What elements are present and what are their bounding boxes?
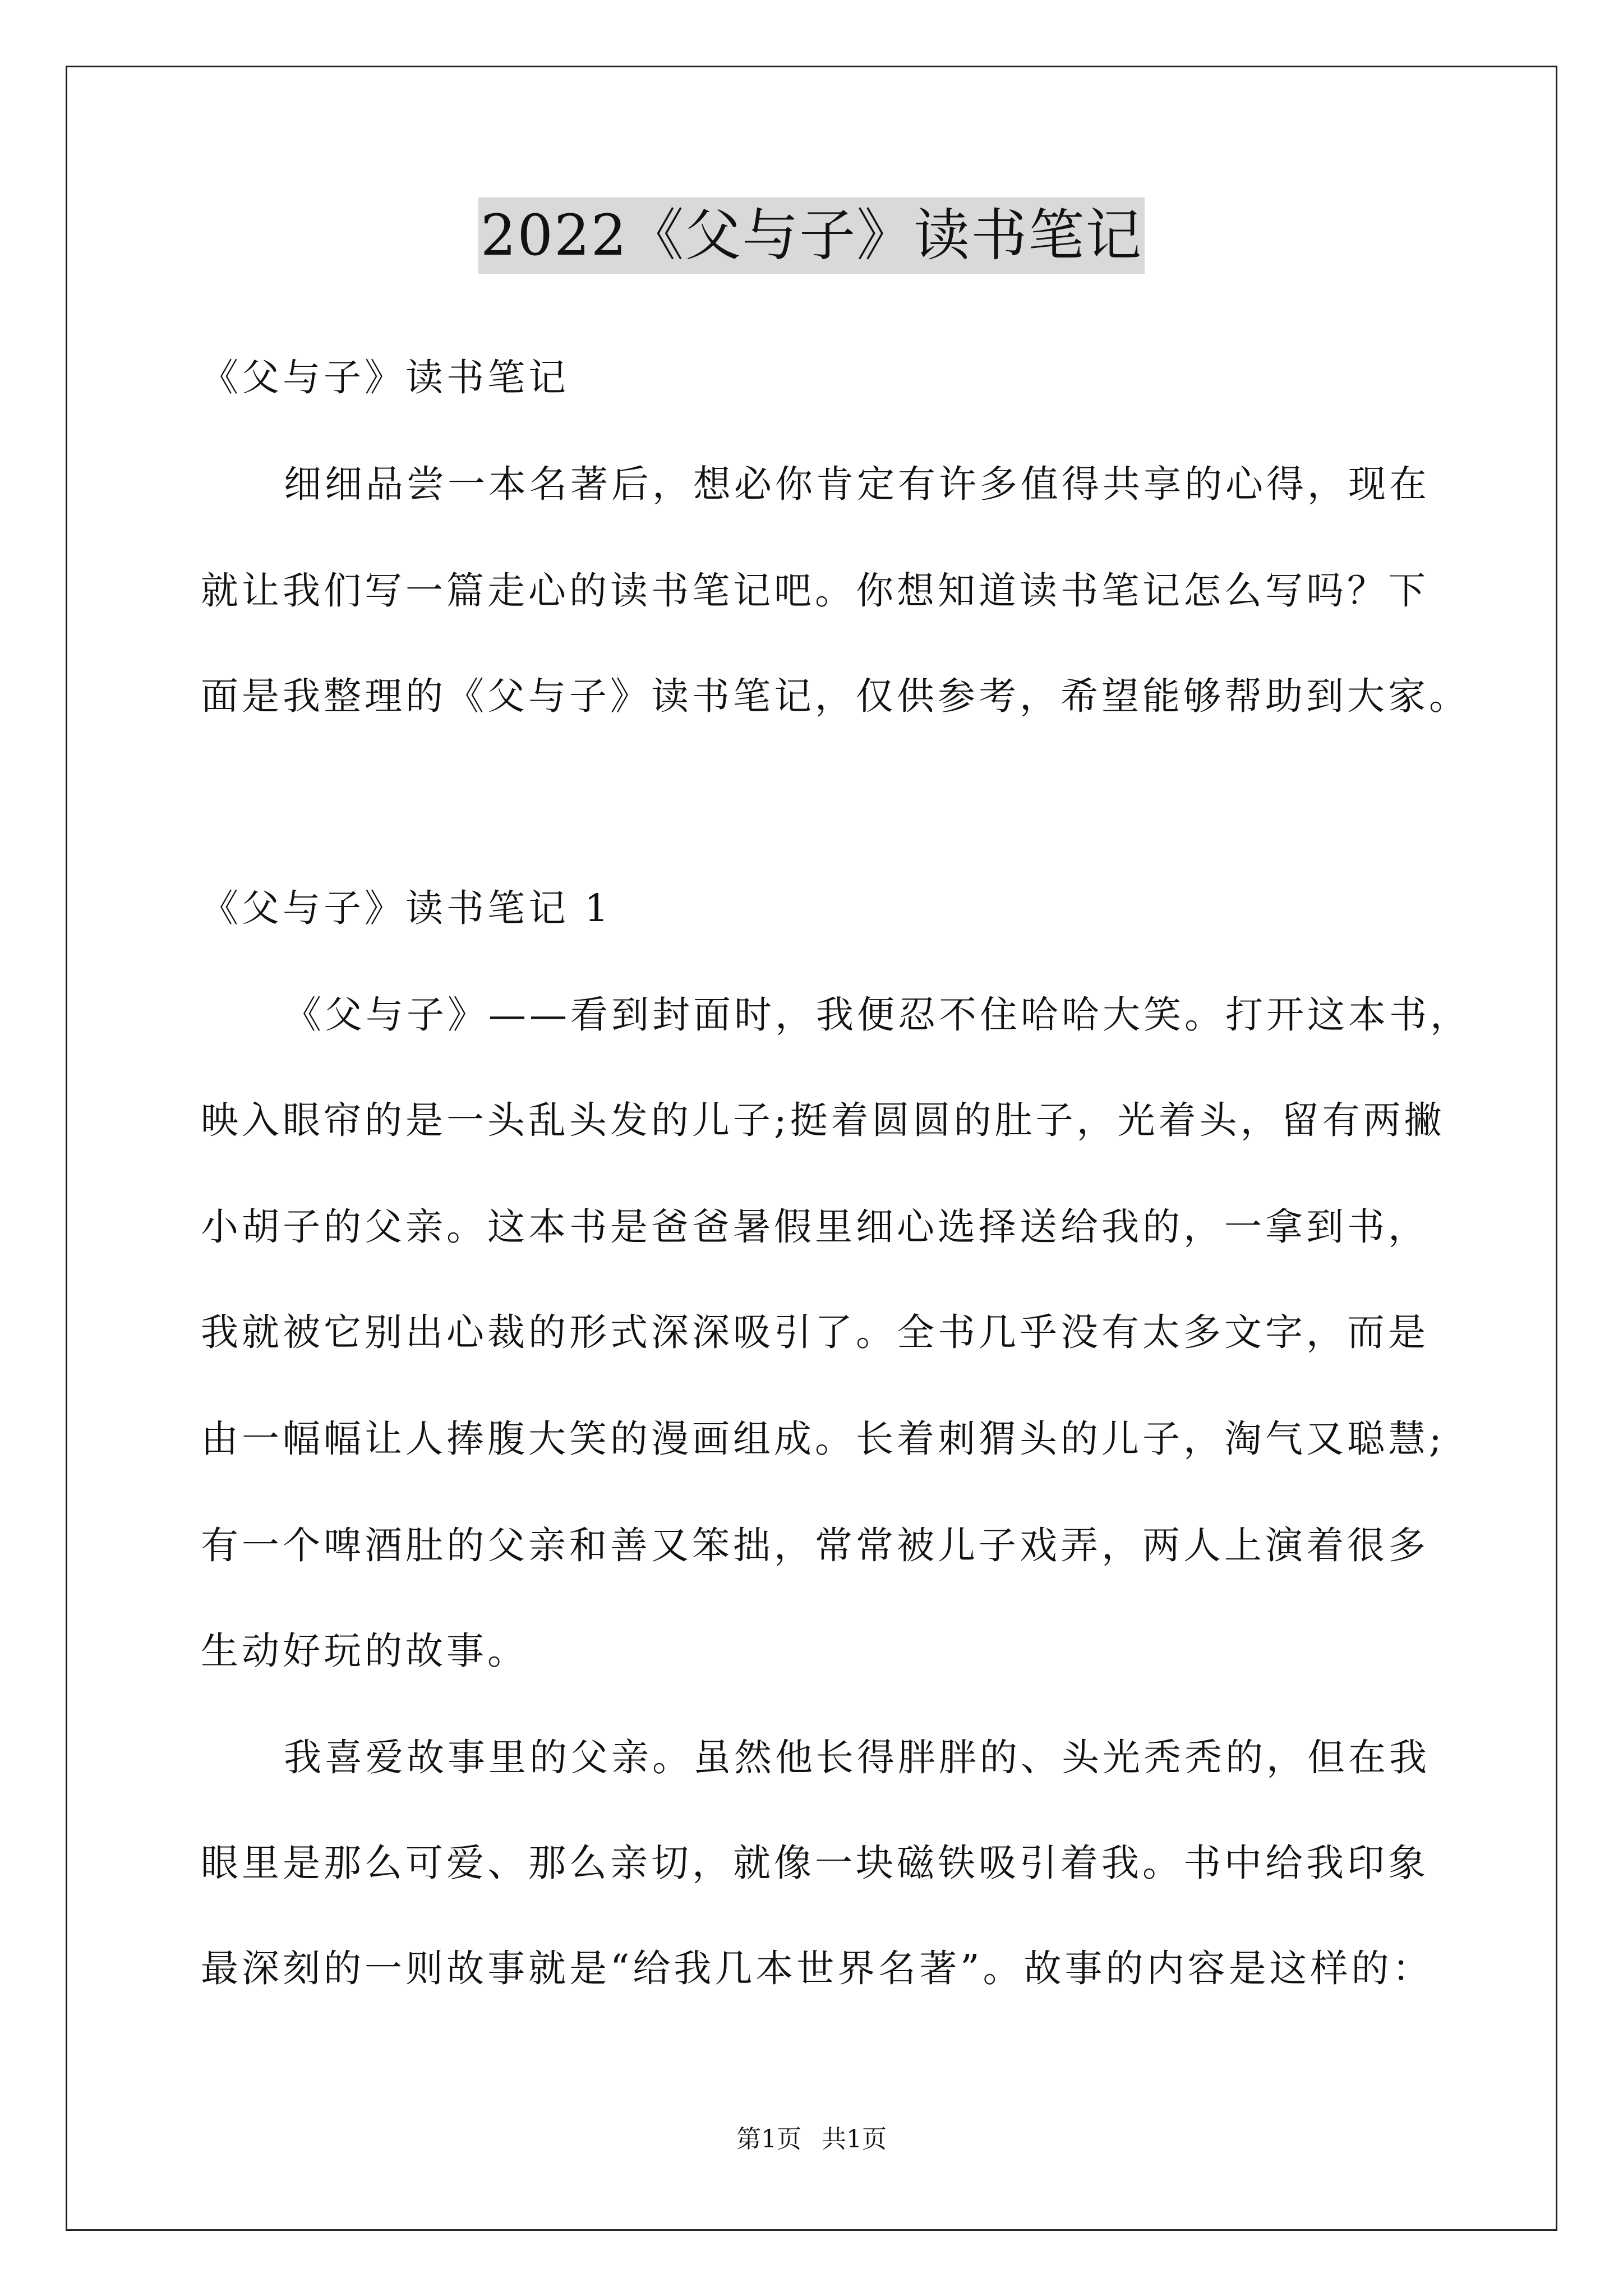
paragraph-line: 映入眼帘的是一头乱头发的儿子;挺着圆圆的肚子，光着头，留有两撇 (201, 1098, 1445, 1142)
paragraph-line: 我喜爱故事里的父亲。虽然他长得胖胖的、头光秃秃的，但在我 (284, 1736, 1430, 1779)
title-container (0, 197, 1623, 274)
page-footer (0, 2124, 1623, 2155)
document-title: 2022《父与子》读书笔记 (478, 197, 1145, 274)
intro-line: 就让我们写一篇走心的读书笔记吧。你想知道读书笔记怎么写吗？下 (201, 569, 1429, 613)
paragraph-line: 最深刻的一则故事就是“给我几本世界名著”。故事的内容是这样的： (201, 1947, 1433, 1990)
paragraph-line: 有一个啤酒肚的父亲和善又笨拙，常常被儿子戏弄，两人上演着很多 (201, 1524, 1429, 1567)
page-current: 第1页 (736, 2125, 801, 2154)
intro-line: 细细品尝一本名著后，想必你肯定有许多值得共享的心得，现在 (284, 462, 1430, 506)
page-total: 共1页 (822, 2125, 887, 2154)
paragraph-line: 眼里是那么可爱、那么亲切，就像一块磁铁吸引着我。书中给我印象 (201, 1841, 1429, 1885)
paragraph-line: 我就被它别出心裁的形式深深吸引了。全书几乎没有太多文字，而是 (201, 1310, 1429, 1354)
paragraph-line: 《父与子》——看到封面时，我便忍不住哈哈大笑。打开这本书， (284, 993, 1471, 1037)
heading-main: 《父与子》读书笔记 (201, 356, 569, 399)
paragraph-line: 由一幅幅让人捧腹大笑的漫画组成。长着刺猬头的儿子，淘气又聪慧; (201, 1417, 1445, 1461)
section-heading: 《父与子》读书笔记 1 (201, 886, 612, 930)
paragraph-line: 生动好玩的故事。 (201, 1629, 528, 1673)
intro-line: 面是我整理的《父与子》读书笔记，仅供参考，希望能够帮助到大家。 (201, 674, 1470, 718)
paragraph-line: 小胡子的父亲。这本书是爸爸暑假里细心选择送给我的，一拿到书， (201, 1205, 1429, 1249)
